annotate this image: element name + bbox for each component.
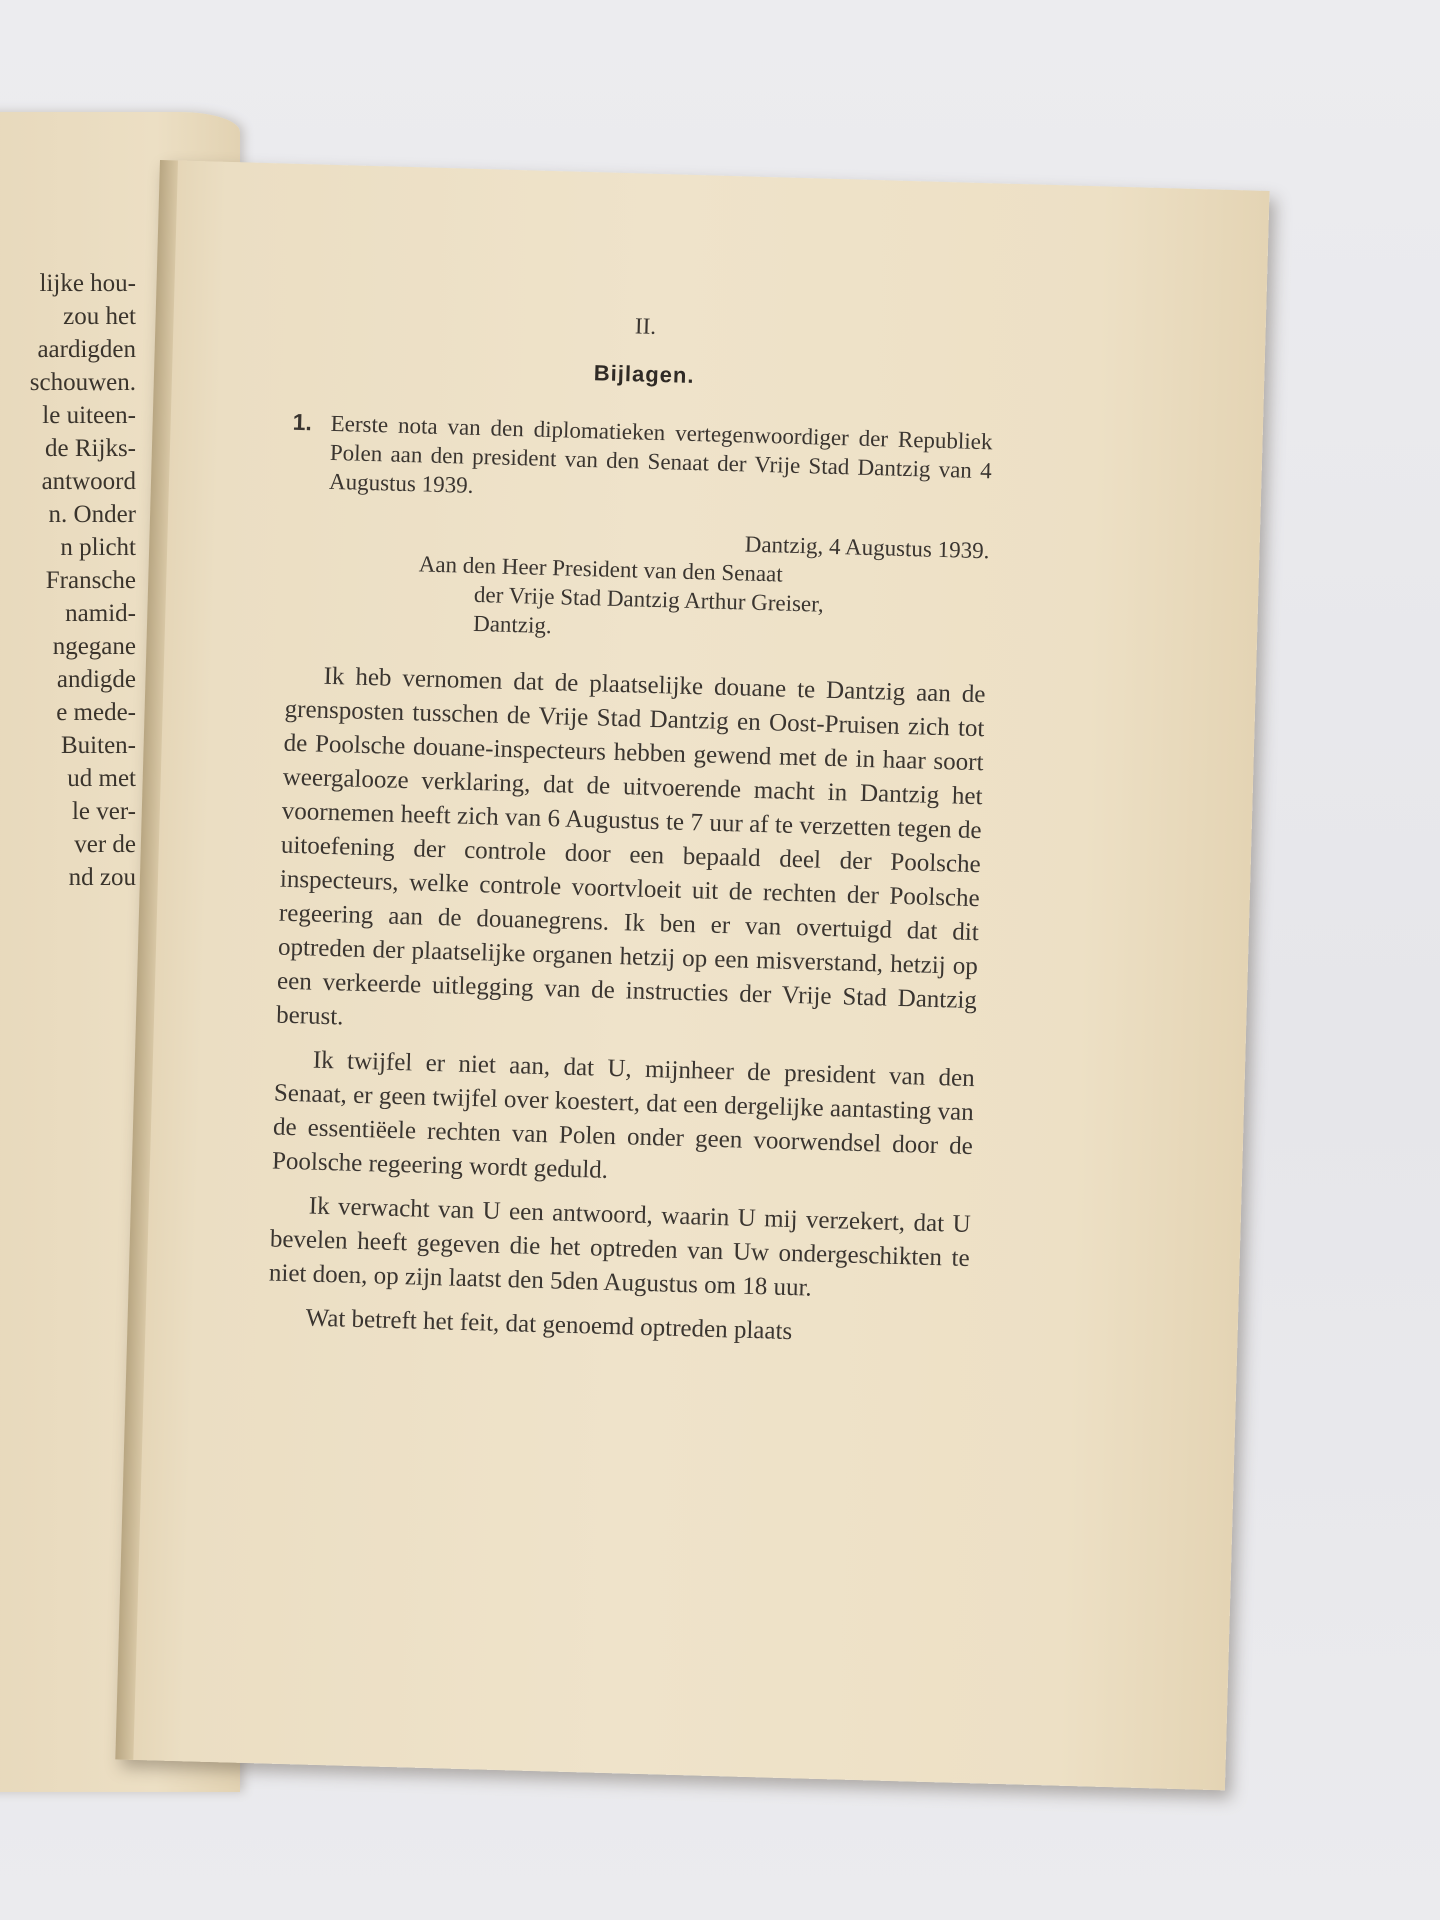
letter-paragraph: Wat betreft het feit, dat genoemd optreden plaats	[305, 1304, 793, 1346]
address-line: der Vrije Stad Dantzig Arthur Greiser,	[473, 581, 825, 617]
left-line: Buiten-	[61, 732, 136, 759]
left-line: ud met	[67, 765, 136, 792]
letter-paragraph: Ik heb vernomen dat de plaatselijke douane te Dantzig aan de grensposten tusschen de Vrije Stad Dantzig en Oost-Pruisen zich tot de Poolsche douane-inspecteurs hebben gewend met de in haar soort weergalooze verklaring, dat de uitvoerende macht in Dantzig het voornemen heeft zich van 6 Augustus te 7 uur af te verzetten tegen de uitoefening der controle door een bepaald deel der Poolsche inspecteurs, welke controle voortvloeit uit de rechten der Poolsche regeering aan de douanegrens. Ik ben er van overtuigd dat dit optreden der plaatselijke organen hetzij op een misverstand, hetzij op een verkeerde uitlegging van de instructies der Vrije Stad Dantzig berust.	[275, 662, 986, 1031]
left-line: namid-	[65, 600, 136, 627]
address-line: Dantzig.	[472, 610, 553, 639]
left-line: le ver-	[71, 798, 136, 825]
item-number: 1.	[292, 408, 313, 436]
left-line: nd zou	[68, 864, 136, 891]
appendix-item	[291, 408, 993, 515]
letter-paragraph: Ik verwacht van U een antwoord, waarin U mij verzekert, dat U bevelen heeft gegeven die het optreden van Uw ondergeschikten te niet doen, op zijn laatst den 5den Augustus om 18 uur.	[268, 1192, 971, 1302]
left-line: andigde	[56, 666, 136, 693]
section-number: II.	[634, 313, 657, 339]
left-line: le uiteen-	[42, 402, 136, 429]
left-line: Fransche	[45, 567, 136, 594]
left-line: n. Onder	[48, 501, 136, 528]
left-line: ngegane	[52, 633, 136, 660]
left-line: e mede-	[56, 699, 136, 726]
left-line: zou het	[63, 303, 136, 330]
left-page-text	[0, 267, 136, 894]
left-line: antwoord	[41, 468, 136, 495]
left-line: n plicht	[60, 534, 136, 561]
item-title: Eerste nota van den diplomatieken vertegenwoordiger der Republiek Polen aan den president van den Senaat der Vrije Stad Dantzig van 4 Augustus 1939.	[328, 410, 993, 498]
address-line: Aan den Heer President van den Senaat	[418, 551, 784, 587]
letter-paragraph: Ik twijfel er niet aan, dat U, mijnheer de president van den Senaat, er geen twijfel over koestert, dat een dergelijke aantasting van de essentiëele rechten van Polen onder geen voorwendsel door de Poolsche regeering wordt geduld.	[271, 1046, 976, 1184]
left-line: aardigden	[37, 336, 136, 363]
left-line: schouwen.	[29, 369, 136, 396]
letter-address	[417, 549, 989, 652]
left-line: lijke hou-	[39, 270, 136, 297]
section-heading: Bijlagen.	[593, 360, 695, 389]
left-line: de Rijks-	[45, 435, 136, 462]
right-page	[115, 160, 1269, 1790]
left-line: ver de	[74, 831, 136, 858]
letter-date: Dantzig, 4 Augustus 1939.	[744, 531, 990, 564]
page-content	[267, 304, 996, 1364]
